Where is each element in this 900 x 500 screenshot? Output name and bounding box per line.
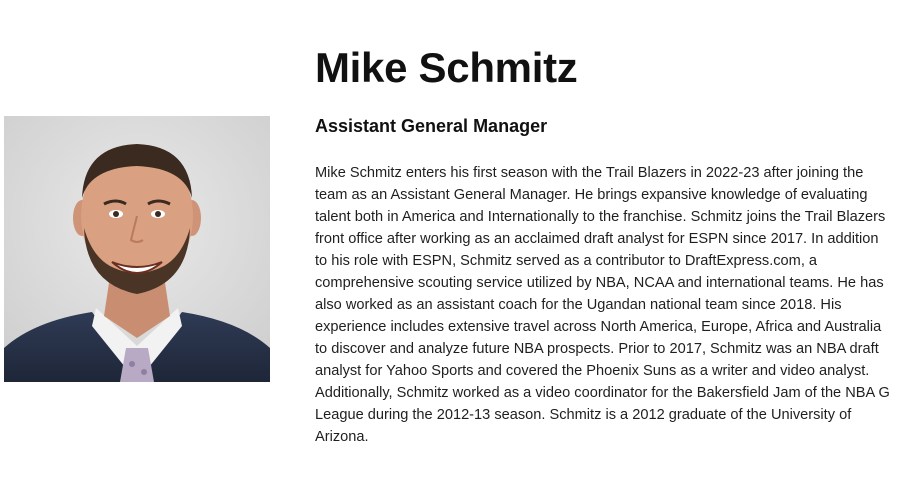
portrait-icon bbox=[4, 116, 270, 382]
person-name: Mike Schmitz bbox=[315, 44, 578, 91]
profile-content bbox=[315, 40, 890, 448]
job-title: Assistant General Manager bbox=[315, 116, 548, 136]
headshot-photo bbox=[4, 116, 270, 382]
biography-text: Mike Schmitz enters his first season with the Trail Blazers in 2022-23 after joining the team as an Assistant General Manager. He brings expansive knowledge of evaluating talent both in America and Internationally to the franchise. Schmitz joins the Trail Blazers front office after working as an acclaimed draft analyst for ESPN since 2017. In addition to his role with ESPN, Schmitz served as a contributor to DraftExpress.com, a comprehensive scouting service utilized by NBA, NCAA and international teams. He has also worked as an assistant coach for the Ugandan national team since 2018. His experience includes extensive travel across North America, Europe, Africa and Australia to discover and analyze future NBA prospects. Prior to 2017, Schmitz was an NBA draft analyst for Yahoo Sports and covered the Phoenix Suns as a writer and video analyst. Additionally, Schmitz worked as a video coordinator for the Bakersfield Jam of the NBA G League during the 2012-13 season. Schmitz is a 2012 graduate of the University of Arizona. bbox=[315, 165, 890, 445]
